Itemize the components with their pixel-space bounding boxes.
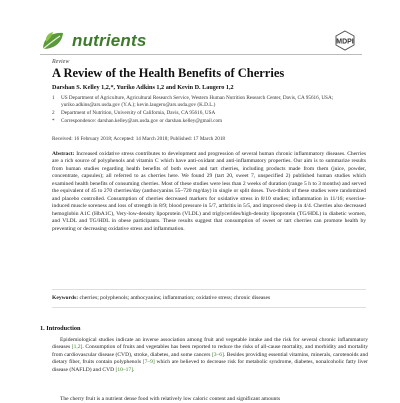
keywords-divider-top (52, 289, 366, 290)
keywords-divider-bottom (52, 307, 366, 308)
header-divider (40, 54, 362, 55)
citation-link[interactable]: [10–17] (115, 366, 134, 373)
affiliation-text: US Department of Agriculture, Agricultural Research Service, Western Human Nutrition Research Center, Davis, CA 95616, USA; yuriko.adkins@ars.usda.gov (Y.A.); kevin.laugero@ars.usda.gov (K.D.L.) (61, 95, 334, 108)
intro-paragraph-2: The cherry fruit is a nutrient dense food with relatively low caloric content and significant amounts (60, 396, 281, 402)
intro-text: . Besides providing essential vitamins, minerals, carotenoids and dietary fiber, fruits contain polyphenols (52, 351, 368, 366)
affiliation-text: Department of Nutrition, University of California, Davis, CA 95616, USA (61, 110, 216, 116)
journal-name: nutrients (72, 31, 147, 50)
publication-dates: Received: 16 February 2018; Accepted: 14 March 2018; Published: 17 March 2018 (52, 136, 226, 142)
intro-paragraph (52, 337, 368, 374)
affiliation-2 (52, 110, 362, 117)
article-title: A Review of the Health Benefits of Cherries (52, 66, 285, 80)
abstract (52, 151, 366, 233)
article-type: Review (52, 59, 70, 65)
affiliation-1 (52, 95, 362, 109)
affiliation-number: 2 (52, 110, 55, 116)
abstract-text: Increased oxidative stress contributes to development and progression of several human chronic inflammatory diseases. Cherries are a rich source of polyphenols and vitamin C which have anti-oxidant and anti-inflammatory properties. Our aim is to summarize results from human studies regarding health benefits of both sweet and tart cherries, including products made from them (juice, powder, concentrate, capsules); all referred to as cherries here. We found 29 (tart 20, sweet 7, unspecified 2) published human studies which examined health benefits of consuming cherries. Most of these studies were less than 2 weeks of duration (range 5 h to 3 months) and served the equivalent of 45 to 270 cherries/day (anthocyanins 55–720 mg/day) in single or split doses. Two-thirds of these studies were randomized and placebo controlled. Consumption of cherries decreased markers for oxidative stress in 8/10 studies; inflammation in 11/16; exercise-induced muscle soreness and loss of strength in 8/9; blood pressure in 5/7, arthritis in 5/5, and improved sleep in 4/4. Cherries also decreased hemoglobin A1C (HbA1C), Very-low-density lipoprotein (VLDL) and triglycerides/high-density lipoprotein (TG/HDL) in diabetic women, and VLDL and TG/HDL in obese participants. These results suggest that consumption of sweet or tart cherries can promote health by preventing or decreasing oxidative stress and inflammation. (52, 151, 367, 232)
leaf-logo-icon (40, 30, 66, 52)
affiliation-number: 1 (52, 95, 55, 101)
correspondence-text: Correspondence: darshan.kelley@ars.usda.gov or darshan.kelley@gmail.com (61, 118, 223, 124)
keywords-text: cherries; polyphenols; anthocyanins; inflammation; oxidative stress; chronic diseases (79, 295, 271, 301)
intro-text: . (133, 366, 135, 373)
abstract-label: Abstract: (52, 151, 75, 157)
section-heading: 1. Introduction (40, 325, 81, 332)
journal-header (40, 30, 147, 52)
correspondence (52, 118, 362, 125)
mdpi-logo (329, 30, 361, 52)
citation-link[interactable]: [1,2] (71, 344, 83, 351)
citation-link[interactable]: [3–6] (211, 351, 224, 358)
intro-text: . Consumption of fruits and vegetables has been reported to reduce the risks of all-cause mortality, and morbidity and mortality from cardiovascular disease (CVD), stroke, diabetes, and some cancers (52, 344, 368, 358)
intro-text: Epidemiological studies indicate an inverse association among fruit and vegetable intake and the risk for several chronic inflammatory diseases (52, 337, 368, 351)
affiliation-number: * (52, 118, 55, 124)
author-list: Darshan S. Kelley 1,2,*, Yuriko Adkins 1,2 and Kevin D. Laugero 1,2 (52, 84, 234, 91)
keywords (52, 295, 366, 301)
keywords-label: Keywords: (52, 295, 79, 301)
citation-link[interactable]: [7–9] (142, 359, 155, 366)
intro-text: which are believed to decrease risk for metabolic syndrome, diabetes, nonalcoholic fatty liver disease (NAFLD) and CVD (52, 359, 368, 373)
mdpi-logo-text: MDPI (336, 38, 354, 46)
